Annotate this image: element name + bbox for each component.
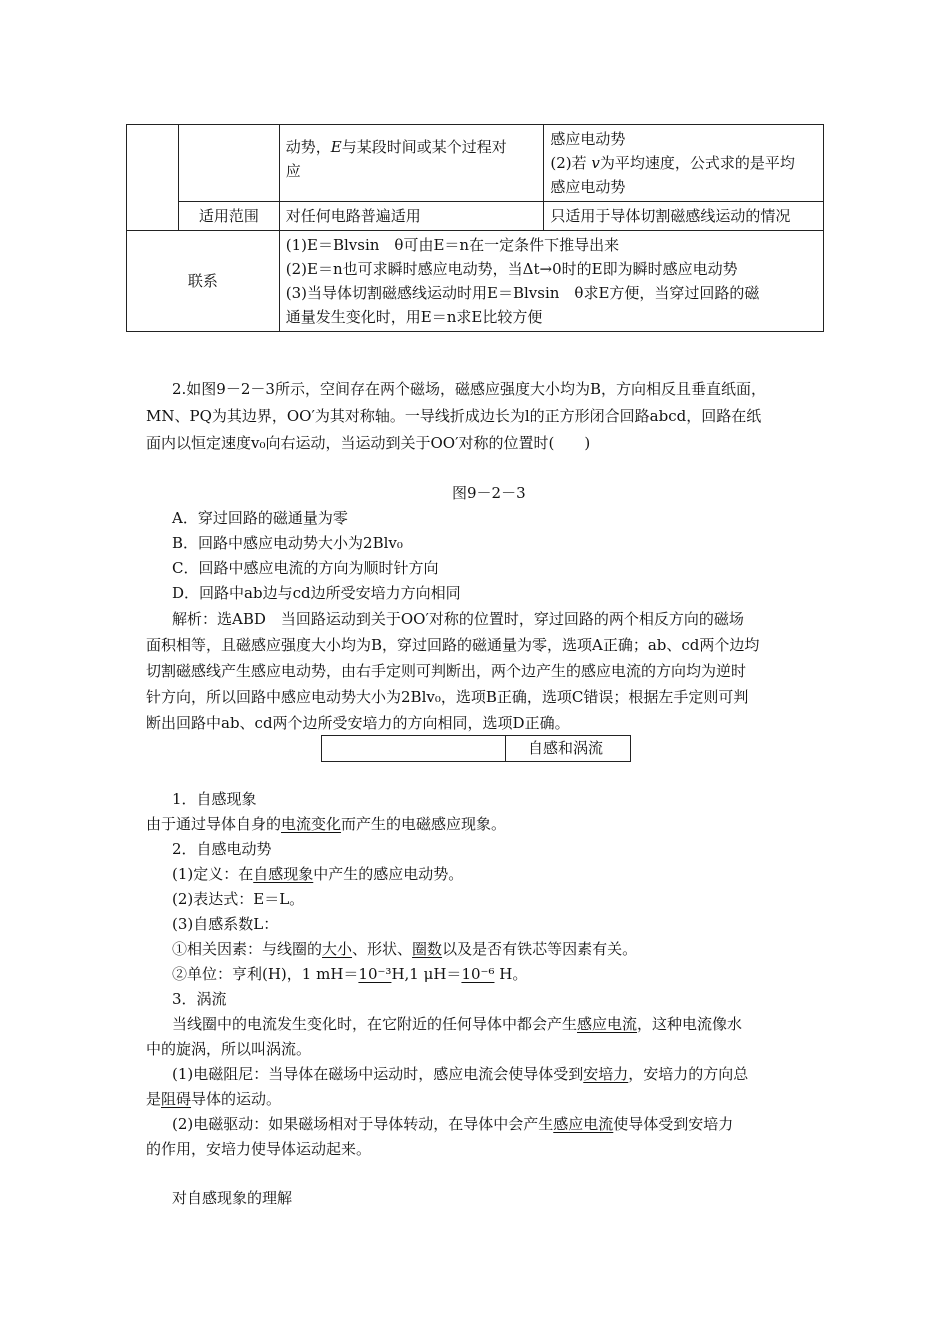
paragraph: 当线圈中的电流发生变化时，在它附近的任何导体中都会产生感应电流，这种电流像水 bbox=[172, 1015, 743, 1033]
section-header-box bbox=[321, 735, 631, 762]
figure-caption: 图9－2－3 bbox=[452, 484, 526, 502]
answer-text: 针方向，所以回路中感应电动势大小为2Blv₀，选项B正确，选项C错误；根据左手定则可判 bbox=[146, 688, 749, 706]
answer-text: 断出回路中ab、cd两个边所受安培力的方向相同，选项D正确。 bbox=[146, 714, 570, 732]
paragraph: 由于通过导体自身的电流变化而产生的电磁感应现象。 bbox=[146, 815, 507, 833]
option-b: B．回路中感应电动势大小为2Blv₀ bbox=[172, 534, 403, 552]
table-cell: 对任何电路普遍适用 bbox=[279, 202, 544, 231]
option-d: D．回路中ab边与cd边所受安培力方向相同 bbox=[172, 584, 461, 602]
option-a: A．穿过回路的磁通量为零 bbox=[172, 509, 348, 527]
table-cell: 动势，E与某段时间或某个过程对 应 bbox=[279, 125, 544, 202]
section-title: 自感和涡流 bbox=[528, 739, 604, 757]
paragraph: (2)表达式：E＝L。 bbox=[172, 890, 305, 908]
paragraph: ②单位：亨利(H)，1 mH＝10⁻³H,1 μH＝10⁻⁶ H。 bbox=[172, 965, 528, 983]
table-cell: 只适用于导体切割磁感线运动的情况 bbox=[544, 202, 824, 231]
answer-text: 解析：选ABD 当回路运动到关于OO′对称的位置时，穿过回路的两个相反方向的磁场 bbox=[172, 610, 744, 628]
answer-text: 面积相等，且磁感应强度大小均为B，穿过回路的磁通量为零，选项A正确；ab、cd两个边均 bbox=[146, 636, 760, 654]
table-row bbox=[127, 231, 824, 332]
heading: 1．自感现象 bbox=[172, 790, 257, 808]
table-row bbox=[127, 202, 824, 231]
answer-text: 切割磁感线产生感应电动势，由右手定则可判断出，两个边产生的感应电流的方向均为逆时 bbox=[146, 662, 747, 680]
row-label: 适用范围 bbox=[178, 202, 279, 231]
question-text: MN、PQ为其边界，OO′为其对称轴。一导线折成边长为l的正方形闭合回路abcd，回路在纸 bbox=[146, 407, 762, 425]
question-text: 2.如图9－2－3所示，空间存在两个磁场，磁感应强度大小均为B，方向相反且垂直纸面， bbox=[172, 380, 766, 398]
table-cell: (1)E＝Blvsin θ可由E＝n在一定条件下推导出来 (2)E＝n也可求瞬时感应电动势，当Δt→0时的E即为瞬时感应电动势 (3)当导体切割磁感线运动时用E＝Blvsin θ求E方便，当穿过回路的磁 通量发生变化时，用E＝n求E比较方便 bbox=[279, 231, 823, 332]
heading: 2．自感电动势 bbox=[172, 840, 272, 858]
question-text: 面内以恒定速度v₀向右运动，当运动到关于OO′对称的位置时( ) bbox=[146, 434, 591, 452]
table-cell: 感应电动势 (2)若 v为平均速度，公式求的是平均 感应电动势 bbox=[544, 125, 824, 202]
comparison-table bbox=[126, 124, 824, 332]
paragraph: 是阻碍导体的运动。 bbox=[146, 1090, 282, 1108]
paragraph: (3)自感系数L： bbox=[172, 915, 279, 933]
option-c: C．回路中感应电流的方向为顺时针方向 bbox=[172, 559, 439, 577]
paragraph: ①相关因素：与线圈的大小、形状、圈数以及是否有铁芯等因素有关。 bbox=[172, 940, 638, 958]
divider bbox=[505, 736, 506, 761]
subheading: 对自感现象的理解 bbox=[172, 1189, 293, 1207]
paragraph: 中的旋涡，所以叫涡流。 bbox=[146, 1040, 312, 1058]
paragraph: (2)电磁驱动：如果磁场相对于导体转动，在导体中会产生感应电流使导体受到安培力 bbox=[172, 1115, 734, 1133]
table-row bbox=[127, 125, 824, 202]
paragraph: (1)电磁阻尼：当导体在磁场中运动时，感应电流会使导体受到安培力，安培力的方向总 bbox=[172, 1065, 749, 1083]
paragraph: 的作用，安培力使导体运动起来。 bbox=[146, 1140, 372, 1158]
row-label: 联系 bbox=[127, 231, 280, 332]
table-cell-empty bbox=[127, 125, 179, 231]
paragraph: (1)定义：在自感现象中产生的感应电动势。 bbox=[172, 865, 464, 883]
heading: 3．涡流 bbox=[172, 990, 227, 1008]
table-cell-empty bbox=[178, 125, 279, 202]
